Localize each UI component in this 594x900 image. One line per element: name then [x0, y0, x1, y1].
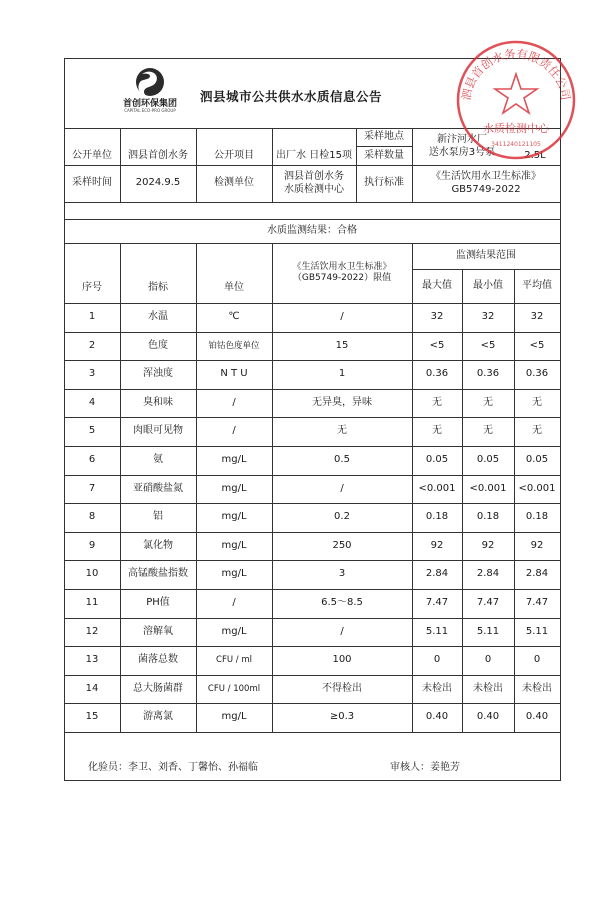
cell-limit: 无: [337, 425, 347, 437]
company-name: 首创环保集团: [122, 99, 177, 109]
cell-limit: 无异臭，异味: [312, 396, 372, 408]
standard-value: 《生活饮用水卫生标准》 GB5749-2022: [431, 171, 541, 195]
cell-index: 高锰酸盐指数: [128, 568, 188, 580]
cell-no: 12: [85, 625, 99, 637]
item-value: 出厂水 日检15项: [276, 149, 352, 161]
cell-index: 氯化物: [143, 539, 173, 551]
cell-limit: 3: [338, 568, 346, 580]
cell-index: 浑浊度: [143, 368, 173, 380]
cell-limit: 不得检出: [322, 682, 362, 694]
cell-unit: mg/L: [221, 539, 247, 551]
official-seal-icon: [450, 34, 582, 164]
sample-time-value: 2024.9.5: [135, 177, 181, 189]
cell-avg: 0.18: [525, 511, 549, 523]
publisher-value: 泗县首创水务: [128, 149, 188, 161]
cell-max: 2.84: [425, 568, 449, 580]
cell-index: 臭和味: [143, 396, 173, 408]
count-label: 采样数量: [364, 149, 404, 161]
cell-unit: /: [232, 425, 236, 437]
cell-index: 游离氯: [143, 711, 173, 723]
cell-no: 11: [85, 597, 99, 609]
cell-unit: ℃: [228, 311, 240, 323]
cell-no: 4: [88, 396, 96, 408]
sample-time-label: 采样时间: [72, 177, 112, 189]
stamp-code-text: 3411240121105: [491, 141, 541, 148]
cell-min: 32: [481, 311, 495, 323]
cell-index: 总大肠菌群: [133, 682, 183, 694]
reviewer: 审核人：姜艳芳: [390, 761, 460, 773]
cell-no: 13: [85, 654, 99, 666]
cell-min: 0.18: [476, 511, 500, 523]
cell-avg: 7.47: [525, 597, 549, 609]
page-title: 泗县城市公共供水水质信息公告: [200, 89, 383, 104]
cell-unit: 铂钴色度单位: [208, 340, 260, 351]
cell-unit: /: [232, 396, 236, 408]
cell-no: 14: [85, 682, 99, 694]
stamp-sub-text: 水质检测中心: [483, 122, 549, 135]
count-value: 2.5L: [524, 149, 546, 161]
cell-index: 色度: [148, 339, 168, 351]
header-index: 指标: [148, 281, 168, 293]
cell-no: 7: [88, 482, 96, 494]
cell-min: 2.84: [476, 568, 500, 580]
cell-index: 亚硝酸盐氮: [133, 482, 183, 494]
cell-min: <0.001: [469, 482, 507, 494]
cell-avg: 0.05: [525, 454, 549, 466]
publisher-label: 公开单位: [72, 149, 112, 161]
cell-max: 92: [430, 539, 444, 551]
cell-unit: CFU / ml: [216, 655, 252, 666]
cell-max: 0.18: [425, 511, 449, 523]
cell-no: 2: [88, 339, 96, 351]
site-value: 新汴河水厂 送水泵房3号泵: [428, 134, 496, 158]
cell-no: 1: [88, 311, 96, 323]
cell-index: 溶解氧: [143, 625, 173, 637]
header-range: 监测结果范围: [456, 249, 516, 261]
cell-limit: 250: [332, 539, 352, 551]
cell-no: 8: [88, 511, 96, 523]
testers: 化验员：李卫、刘香、丁馨怡、孙福临: [88, 761, 258, 773]
cell-limit: 0.2: [334, 511, 350, 523]
cell-index: 水温: [148, 311, 168, 323]
site-label: 采样地点: [364, 130, 404, 142]
lab-value: 泗县首创水务 水质检测中心: [284, 171, 344, 195]
cell-min: 无: [483, 396, 493, 408]
cell-no: 15: [85, 711, 99, 723]
cell-avg: <0.001: [518, 482, 556, 494]
cell-min: 无: [483, 425, 493, 437]
cell-index: 肉眼可见物: [133, 425, 183, 437]
header-unit: 单位: [224, 281, 244, 293]
cell-max: 0.05: [425, 454, 449, 466]
cell-unit: mg/L: [221, 482, 247, 494]
cell-min: 0: [484, 654, 492, 666]
cell-index: PH值: [146, 597, 170, 609]
cell-max: 无: [432, 425, 442, 437]
result-line: 水质监测结果：合格: [267, 224, 357, 236]
cell-limit: ≥0.3: [329, 711, 355, 723]
cell-avg: 2.84: [525, 568, 549, 580]
cell-avg: 0: [533, 654, 541, 666]
header-avg: 平均值: [522, 279, 552, 291]
stamp-arc-text: 泗县首创水务有限责任公司: [458, 46, 574, 102]
cell-no: 9: [88, 539, 96, 551]
cell-min: 0.05: [476, 454, 500, 466]
cell-min: 0.40: [476, 711, 500, 723]
standard-label: 执行标准: [364, 177, 404, 189]
company-name-en: CAPITAL ECO-PRO GROUP: [124, 108, 176, 113]
cell-max: 0.36: [425, 368, 449, 380]
cell-max: <5: [429, 339, 445, 351]
cell-no: 6: [88, 454, 96, 466]
cell-max: 未检出: [422, 682, 452, 694]
header-no: 序号: [82, 281, 102, 293]
cell-no: 10: [85, 568, 99, 580]
cell-limit: 1: [338, 368, 346, 380]
cell-max: 7.47: [425, 597, 449, 609]
item-label: 公开项目: [214, 149, 254, 161]
cell-no: 5: [88, 425, 96, 437]
cell-max: 0: [433, 654, 441, 666]
cell-limit: 0.5: [334, 454, 350, 466]
cell-unit: N T U: [220, 368, 248, 380]
cell-avg: 5.11: [525, 625, 549, 637]
cell-unit: mg/L: [221, 454, 247, 466]
cell-avg: <5: [529, 339, 545, 351]
cell-index: 菌落总数: [138, 654, 178, 666]
cell-avg: 0.40: [525, 711, 549, 723]
cell-max: 32: [430, 311, 444, 323]
cell-avg: 未检出: [522, 682, 552, 694]
cell-no: 3: [88, 368, 96, 380]
cell-unit: mg/L: [221, 625, 247, 637]
cell-min: 5.11: [476, 625, 500, 637]
cell-min: 0.36: [476, 368, 500, 380]
cell-limit: /: [340, 311, 344, 323]
cell-avg: 92: [530, 539, 544, 551]
cell-limit: /: [340, 482, 344, 494]
cell-avg: 0.36: [525, 368, 549, 380]
cell-limit: 6.5～8.5: [321, 597, 363, 609]
cell-unit: mg/L: [221, 511, 247, 523]
rule-8: [64, 732, 560, 733]
cell-avg: 无: [532, 425, 542, 437]
lab-label: 检测单位: [214, 177, 254, 189]
header-limit: 《生活饮用水卫生标准》 （GB5749-2022）限值: [292, 261, 392, 283]
cell-max: 无: [432, 396, 442, 408]
cell-max: 5.11: [425, 625, 449, 637]
header-min: 最小值: [473, 279, 503, 291]
cell-unit: mg/L: [221, 568, 247, 580]
cell-unit: mg/L: [221, 711, 247, 723]
cell-max: <0.001: [418, 482, 456, 494]
cell-limit: /: [340, 625, 344, 637]
cell-min: <5: [480, 339, 496, 351]
rule-3: [64, 202, 560, 203]
cell-min: 7.47: [476, 597, 500, 609]
cell-avg: 无: [532, 396, 542, 408]
cell-unit: CFU / 100ml: [207, 683, 261, 694]
cell-min: 未检出: [473, 682, 503, 694]
cell-limit: 100: [332, 654, 352, 666]
cell-index: 氨: [153, 454, 163, 466]
cell-max: 0.40: [425, 711, 449, 723]
cell-limit: 15: [335, 339, 349, 351]
cell-min: 92: [481, 539, 495, 551]
cell-avg: 32: [530, 311, 544, 323]
cell-unit: /: [232, 597, 236, 609]
cell-index: 铝: [153, 511, 163, 523]
header-max: 最大值: [422, 279, 452, 291]
